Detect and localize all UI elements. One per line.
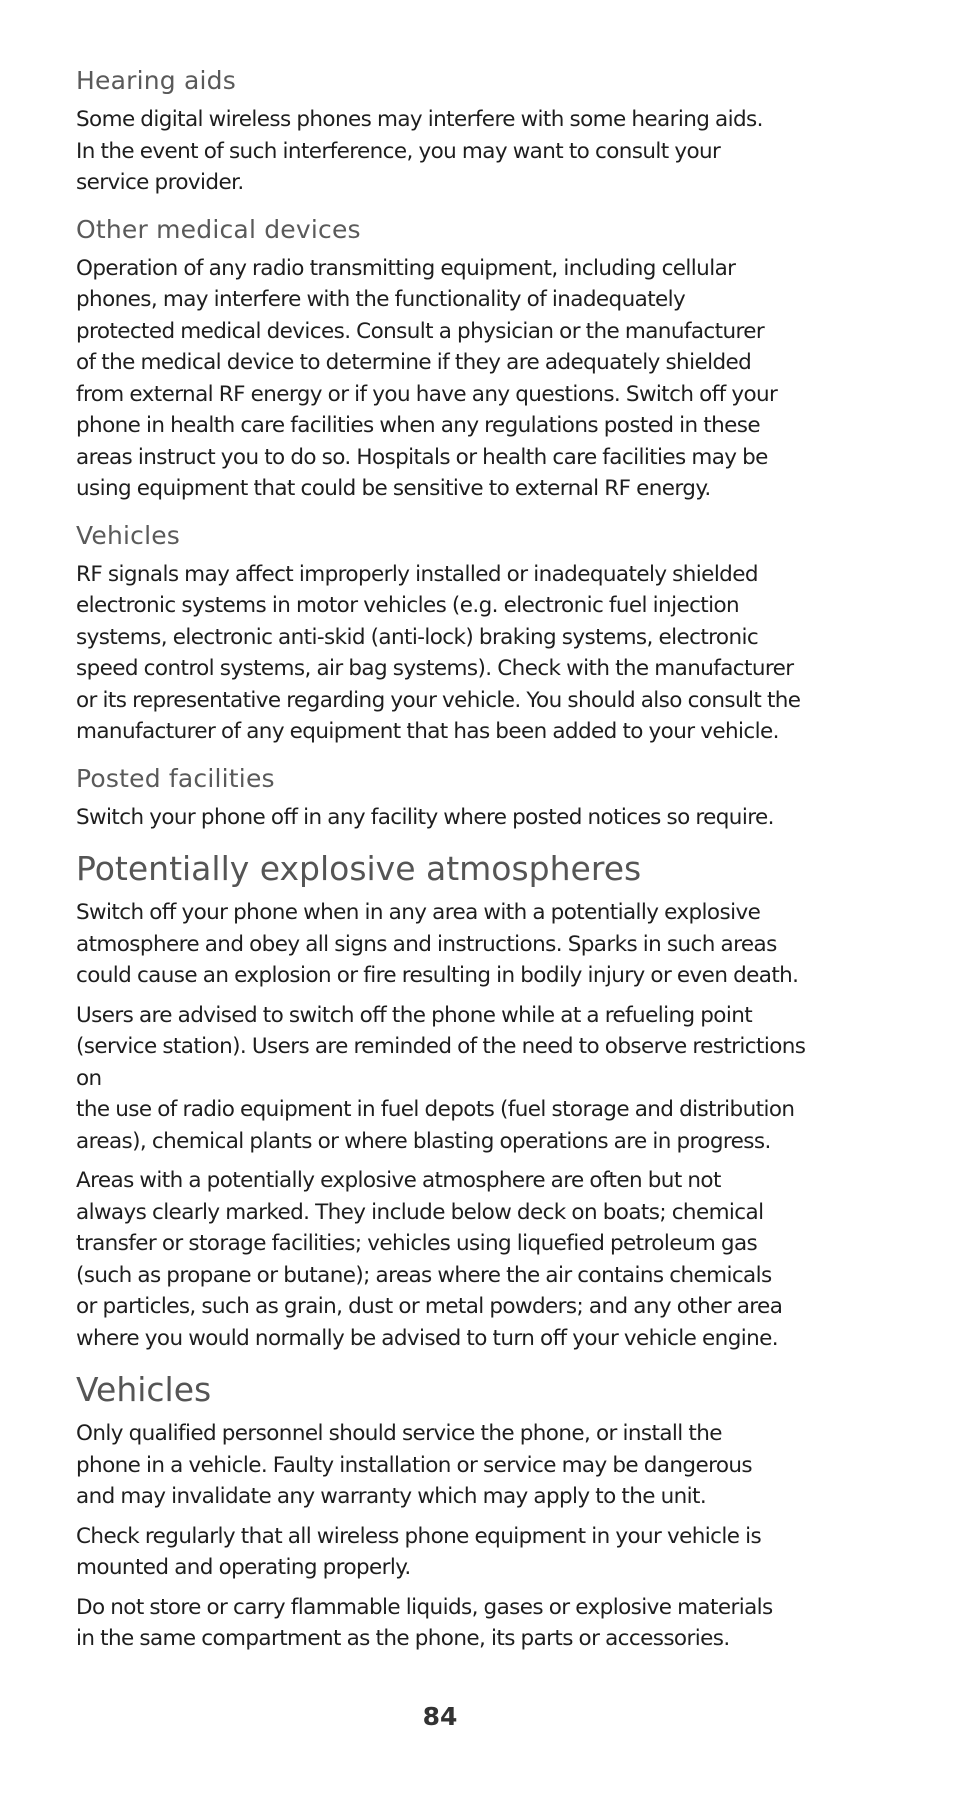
posted-facilities-block <box>76 762 836 834</box>
hearing-aids-block <box>76 64 836 199</box>
explosive-atmospheres-paragraph-3: Areas with a potentially explosive atmosphere are often but not always clearly marked. They include below deck on boats; chemical transfer or storage facilities; vehicles using liquefied petroleum gas (such as propane or butane); areas where the air contains chemicals or particles, such as grain, dust or metal powders; and any other area where you would normally be advised to turn off your vehicle engine. <box>76 1168 783 1351</box>
posted-facilities-heading: Posted facilities <box>76 763 275 793</box>
page-number: 84 <box>422 1702 458 1731</box>
document-page <box>76 64 836 1669</box>
vehicles-subsection-heading: Vehicles <box>76 520 181 550</box>
vehicles-section-heading: Vehicles <box>76 1370 212 1409</box>
vehicles-section-paragraph-1: Only qualified personnel should service the phone, or install the phone in a vehicle. Faulty installation or service may be dangerous and may invalidate any warranty which may apply to the unit. <box>76 1421 753 1509</box>
other-medical-devices-block <box>76 213 836 505</box>
vehicles-subsection-paragraph: RF signals may affect improperly installed or inadequately shielded electronic systems in motor vehicles (e.g. electronic fuel injection systems, electronic anti-skid (anti-lock) braking systems, electronic speed control systems, air bag systems). Check with the manufacturer or its representative regarding your vehicle. You should also consult the manufacturer of any equipment that has been added to your vehicle. <box>76 561 801 744</box>
hearing-aids-heading: Hearing aids <box>76 66 236 95</box>
vehicles-section-paragraph-3: Do not store or carry flammable liquids, gases or explosive materials in the same compartment as the phone, its parts or accessories. <box>76 1594 773 1651</box>
explosive-atmospheres-paragraph-1: Switch off your phone when in any area with a potentially explosive atmosphere and obey all signs and instructions. Sparks in such areas could cause an explosion or fire resulting in bodily injury or even death. <box>76 900 799 988</box>
hearing-aids-paragraph: Some digital wireless phones may interfere with some hearing aids. In the event of such interference, you may want to consult your service provider. <box>76 107 763 195</box>
other-medical-devices-paragraph: Operation of any radio transmitting equipment, including cellular phones, may interfere with the functionality of inadequately protected medical devices. Consult a physician or the manufacturer of the medical device to determine if they are adequately shielded from external RF energy or if you have any questions. Switch off your phone in health care facilities when any regulations posted in these areas instruct you to do so. Hospitals or health care facilities may be using equipment that could be sensitive to external RF energy. <box>76 255 778 501</box>
explosive-atmospheres-paragraph-2: Users are advised to switch off the phone while at a refueling point (service station). Users are reminded of the need to observe restrictions on the use of radio equipment in fuel depots (fuel storage and distribution areas), chemical plants or where blasting operations are in progress. <box>76 1002 806 1154</box>
vehicles-section <box>76 1368 836 1655</box>
vehicles-subsection-block <box>76 519 836 748</box>
posted-facilities-paragraph: Switch your phone off in any facility where posted notices so require. <box>76 804 774 830</box>
other-medical-devices-heading: Other medical devices <box>76 214 361 244</box>
explosive-atmospheres-heading: Potentially explosive atmospheres <box>76 849 642 888</box>
explosive-atmospheres-section <box>76 847 836 1354</box>
vehicles-section-paragraph-2: Check regularly that all wireless phone equipment in your vehicle is mounted and operating properly. <box>76 1523 762 1580</box>
